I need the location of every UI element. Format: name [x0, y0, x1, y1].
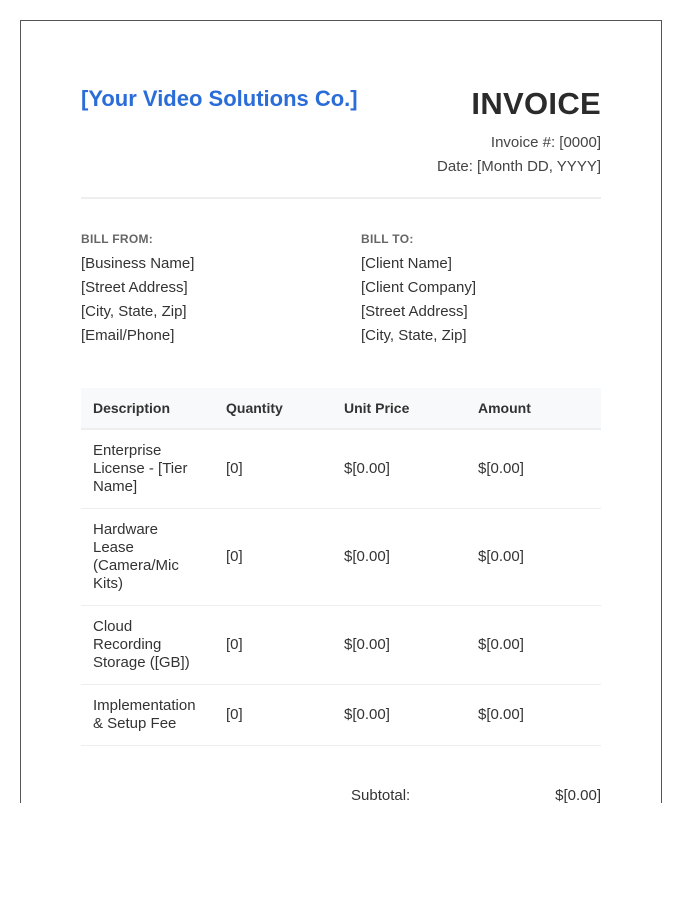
table-row — [81, 509, 601, 606]
invoice-page — [20, 20, 662, 803]
cell-amount: $[0.00] — [466, 606, 601, 685]
column-header-description: Description — [81, 388, 214, 429]
column-header-unit-price: Unit Price — [332, 388, 466, 429]
subtotal-label: Subtotal: — [351, 787, 411, 803]
table-row — [81, 606, 601, 685]
cell-quantity: [0] — [214, 429, 332, 509]
cell-amount: $[0.00] — [466, 685, 601, 746]
cell-description: Hardware Lease (Camera/Mic Kits) — [81, 509, 214, 606]
cell-amount: $[0.00] — [466, 509, 601, 606]
bill-to-line: [Street Address] — [361, 303, 468, 320]
cell-description: Implementation & Setup Fee — [81, 685, 214, 746]
bill-from-section — [81, 232, 341, 348]
column-header-amount: Amount — [466, 388, 601, 429]
bill-to-line: [Client Name] — [361, 255, 452, 272]
invoice-date: Date: [Month DD, YYYY] — [437, 158, 601, 175]
bill-from-line: [Email/Phone] — [81, 327, 175, 344]
bill-from-heading: BILL FROM: — [81, 232, 154, 246]
cell-unit-price: $[0.00] — [332, 685, 466, 746]
bill-from-line: [Street Address] — [81, 279, 188, 296]
cell-unit-price: $[0.00] — [332, 429, 466, 509]
line-items-table — [81, 388, 601, 746]
cell-unit-price: $[0.00] — [332, 509, 466, 606]
cell-amount: $[0.00] — [466, 429, 601, 509]
company-name: [Your Video Solutions Co.] — [81, 86, 358, 111]
cell-quantity: [0] — [214, 685, 332, 746]
table-row — [81, 429, 601, 509]
bill-to-line: [Client Company] — [361, 279, 477, 296]
cell-description: Enterprise License - [Tier Name] — [81, 429, 214, 509]
table-header-row — [81, 388, 601, 429]
cell-quantity: [0] — [214, 509, 332, 606]
bill-from-line: [City, State, Zip] — [81, 303, 187, 320]
bill-to-heading: BILL TO: — [361, 232, 414, 246]
cell-unit-price: $[0.00] — [332, 606, 466, 685]
bill-to-section — [361, 232, 621, 348]
bill-from-line: [Business Name] — [81, 255, 195, 272]
bill-to-line: [City, State, Zip] — [361, 327, 467, 344]
header-divider — [81, 197, 601, 199]
column-header-quantity: Quantity — [214, 388, 332, 429]
cell-quantity: [0] — [214, 606, 332, 685]
table-row — [81, 685, 601, 746]
invoice-number: Invoice #: [0000] — [490, 134, 601, 151]
invoice-meta — [437, 131, 601, 179]
subtotal-value: $[0.00] — [555, 787, 601, 803]
cell-description: Cloud Recording Storage ([GB]) — [81, 606, 214, 685]
invoice-title: INVOICE — [471, 86, 601, 121]
